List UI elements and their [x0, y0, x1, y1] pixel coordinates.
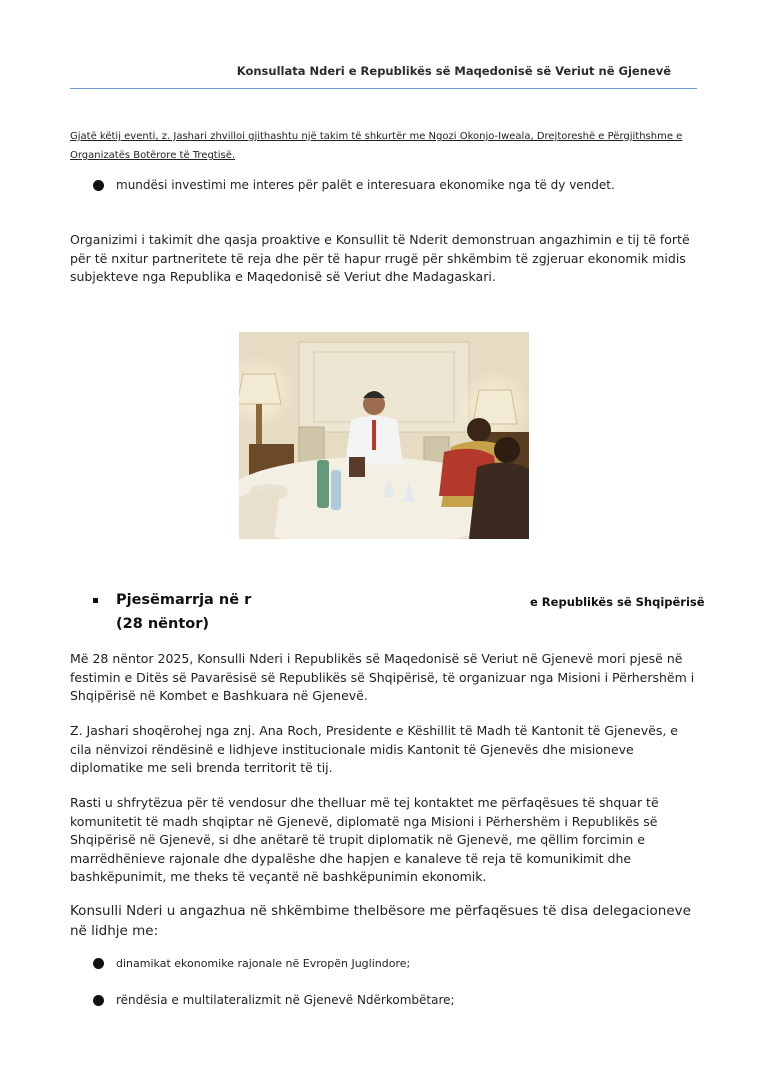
header-divider: [70, 88, 697, 89]
bullet-icon: [93, 995, 104, 1006]
paragraph-exchanges: Konsulli Nderi u angazhua në shkëmbime thelbësore me përfaqësues të disa delegacioneve në lidhje me:: [70, 903, 691, 939]
paragraph-accompanied: Z. Jashari shoqërohej nga znj. Ana Roch, Presidente e Këshillit të Madh të Kantonit të Gjenevës, e cila nënvizoi rëndësinë e lidhjeve institucionale midis Kantonit të Gjenevës dhe misioneve diplomatike me seli brenda territorit të tij.: [70, 723, 678, 775]
section-heading-continuation: e Republikës së Shqipërisë: [530, 595, 705, 609]
meeting-photo: [239, 332, 529, 539]
page-header-title: Konsullata Nderi e Republikës së Maqedonisë së Veriut në Gjenevë: [236, 64, 671, 78]
section-bullet-icon: [93, 598, 98, 603]
bullet-item: mundësi investimi me interes për palët e interesuara ekonomike nga të dy vendet.: [116, 178, 615, 192]
section-heading: Pjesëmarrja në r: [116, 592, 252, 608]
bullet-item: dinamikat ekonomike rajonale në Evropën Juglindore;: [116, 957, 411, 970]
bullet-icon: [93, 180, 104, 191]
bullet-item: rëndësia e multilateralizmit në Gjenevë Ndërkombëtare;: [116, 993, 455, 1007]
paragraph-organization: Organizimi i takimit dhe qasja proaktive e Konsullit të Nderit demonstruan angazhimin e tij të fortë për të nxitur partneritete të reja dhe për të hapur rrugë për shkëmbim të zgjeruar ekonomik midis subjekteve nga Republika e Maqedonisë së Veriut dhe Madagaskari.: [70, 232, 690, 284]
intro-paragraph: Gjatë këtij eventi, z. Jashari zhvilloi gjithashtu një takim të shkurtër me Ngozi Okonjo-Iweala, Drejtoreshë e Përgjithshme e Organizatës Botërore të Tregtisë.: [70, 131, 683, 161]
section-heading-date: (28 nëntor): [116, 616, 210, 632]
bullet-icon: [93, 958, 104, 969]
paragraph-event: Më 28 nëntor 2025, Konsulli Nderi i Republikës së Maqedonisë së Veriut në Gjenevë mori pjesë në festimin e Ditës së Pavarësisë së Republikës së Shqipërisë, të organizuar nga Misioni i Përhershëm i Shqipërisë në Kombet e Bashkuara në Gjenevë.: [70, 651, 695, 703]
paragraph-contacts: Rasti u shfrytëzua për të vendosur dhe thelluar më tej kontaktet me përfaqësues të shquar të komunitetit të madh shqiptar në Gjenevë, diplomatë nga Misioni i Përhershëm i Republikës së Shqipërisë në Gjenevë, si dhe anëtarë të trupit diplomatik në Gjenevë, me qëllim forcimin e marrëdhënieve rajonale dhe dypalëshe dhe hapjen e kanaleve të reja të komunikimit dhe bashkëpunimit, me theks të veçantë në bashkëpunimin ekonomik.: [70, 795, 659, 884]
